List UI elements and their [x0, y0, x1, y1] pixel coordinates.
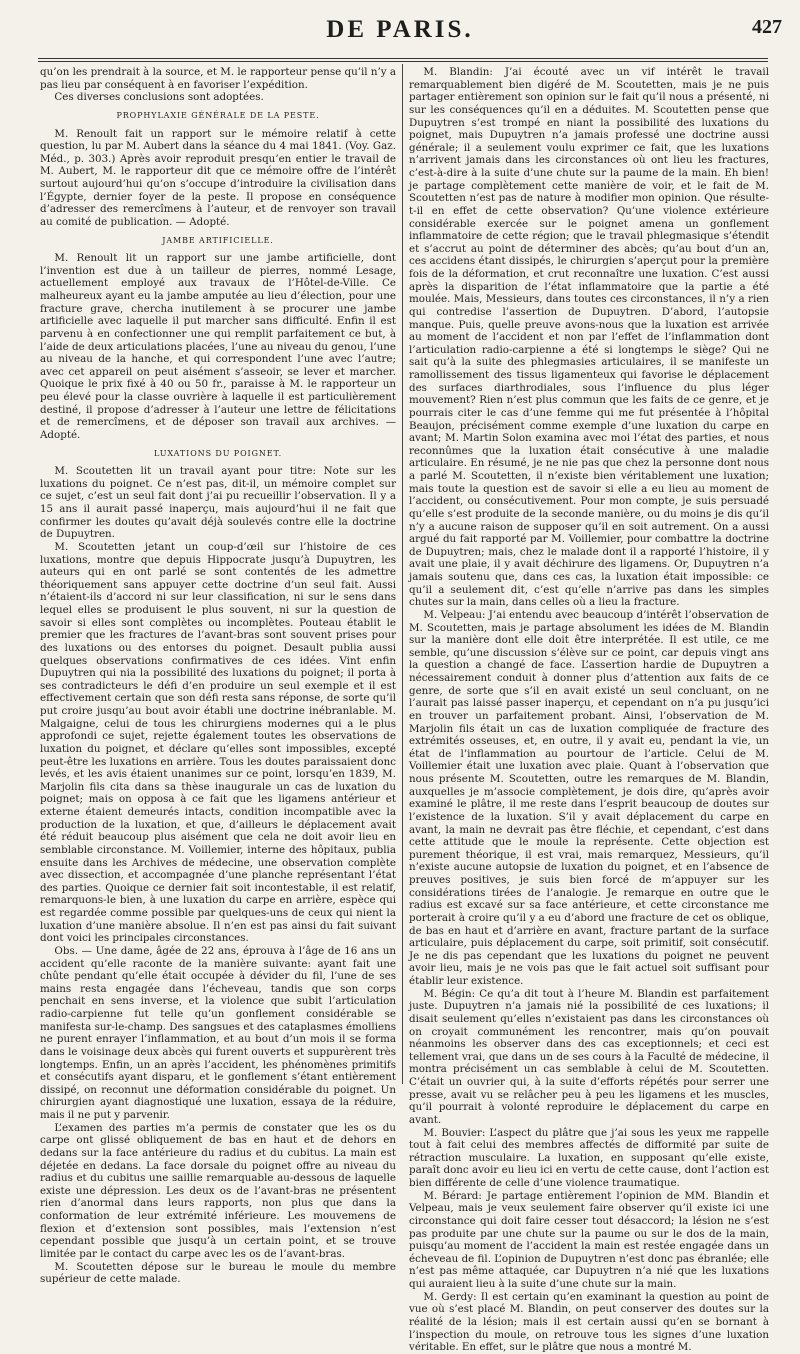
speech-gerdy: M. Gerdy: Il est certain qu’en examinant la question au point de vue où s’est placé M. Blandin, on peut conserver des doutes sur la réalité de la lésion; mais il est certain aussi qu’en se bornant à l’inspection du moule, on retrouve tous les signes d’une luxation véritable. En effet, sur le plâtre que nous a montré M. [409, 1290, 769, 1354]
paragraph: M. Scoutetten jetant un coup-d’œil sur l’histoire de ces luxations, montre que depuis Hippocrate jusqu’à Dupuytren, les auteurs qui en ont parlé se sont contentés de les admettre théoriquement sans appuyer cette doctrine d’un seul fait. Aussi n’étaient-ils d’accord ni sur leur classification, ni sur le sens dans lequel elles se produisent le plus souvent, ni sur la question de savoir si elles sont complètes ou incomplètes. Pouteau établit le premier que les fractures de l’avant-bras sont souvent prises pour des luxations ou des entorses du poignet. Desault publia aussi quelques observations confirmatives de ces idées. Vint enfin Dupuytren qui nia la possibilité des luxations du poignet; il porta à ses contradicteurs le défi d’en produire un seul exemple et il est effectivement certain que son défi resta sans réponse, de sorte qu’il put croire jusqu’au bout avoir établi une doctrine inébranlable. M. Malgaigne, celui de tous les chirurgiens modernes qui a le plus approfondi ce sujet, rejette également toutes les observations de luxation du poignet, et déclare qu’elles sont impossibles, excepté peut-être les luxations en arrière. Tous les doutes paraissaient donc levés, et les avis étaient unanimes sur ce point, lorsqu’en 1839, M. Marjolin fils cita dans sa thèse inaugurale un cas de luxation du poignet; mais on opposa à ce fait que les ligamens antérieur et externe étaient demeurés intacts, condition incompatible avec la production de la luxation, et que, d’ailleurs le déplacement avait été réduit beaucoup plus aisément que cela ne doit avoir lieu en semblable circonstance. M. Voillemier, interne des hôpitaux, publia ensuite dans les Archives de médecine, une observation complète avec dissection, et accompagnée d’une planche représentant l’état des parties. Quoique ce dernier fait soit incontestable, il est relatif, remarquons-le bien, à une luxation du carpe en arrière, espèce qui est regardée comme possible par quelques-uns de ceux qui nient la luxation d’une manière absolue. Il n’en est pas ainsi du fait suivant dont voici les principales circonstances. [40, 540, 396, 945]
paragraph: M. Renoult fait un rapport sur le mémoire relatif à cette question, lu par M. Aubert dans la séance du 4 mai 1841. (Voy. Gaz. Méd., p. 303.) Après avoir reproduit presqu’en entier le travail de M. Aubert, M. le rapporteur dit que ce mémoire offre de l’intérêt surtout aujourd’hui qu’on s’occupe d’introduire la civilisation dans l’Égypte, dernier foyer de la peste. Il propose en conséquence d’adresser des remercîmens à l’auteur, et de renvoyer son travail au comité de publication. — Adopté. [40, 127, 396, 228]
speech-berard: M. Bérard: Je partage entièrement l’opinion de MM. Blandin et Velpeau, mais je veux seulement faire observer qu’il existe ici une circonstance qui doit faire cesser tout désaccord; la lésion ne s’est pas produite par une chute sur la paume ou sur le dos de la main, puisqu’au moment de l’accident la main est restée engagée dans un écheveau de fil. L’opinion de Dupuytren n’est donc pas ébranlée; elle n’est pas même attaquée, car Dupuytren n’a nié que les luxations qui auraient lieu à la suite d’une chute sur la main. [409, 1189, 769, 1290]
paragraph: Ces diverses conclusions sont adoptées. [54, 91, 264, 104]
speech-begin: M. Bégin: Ce qu’a dit tout à l’heure M. Blandin est parfaitement juste. Dupuytren n’a jamais nié la possibilité de ces luxations; il disait seulement qu’elles n’existaient pas dans les circonstances où on croyait communément les rencontrer, mais qu’on pouvait néanmoins les observer dans des cas exceptionnels; et ceci est tellement vrai, que dans un de ses cours à la Faculté de médecine, il montra précisément un cas semblable à celui de M. Scoutetten. C’était un ouvrier qui, à la suite d’efforts répétés pour serrer une presse, avait vu se relâcher peu à peu les ligamens et les muscles, qu’il pourrait à volonté reproduire le déplacement du carpe en avant. [409, 987, 769, 1126]
running-title: DE PARIS. [326, 16, 474, 43]
column-divider [402, 64, 403, 1084]
paragraph: M. Scoutetten lit un travail ayant pour titre: Note sur les luxations du poignet. Ce n’est pas, dit-il, un mémoire complet sur ce sujet, c’est un seul fait dont j’ai pu recueillir l’observation. Il y a 15 ans il aurait passé inaperçu, mais aujourd’hui il ne fait que confirmer les doutes qu’avait déjà soulevés contre elle la doctrine de Dupuytren. [40, 465, 396, 541]
paragraph: M. Renoult lit un rapport sur une jambe artificielle, dont l’invention est due à un tailleur de pierres, nommé Lesage, actuellement employé aux travaux de l’Hôtel-de-Ville. Ce malheureux ayant eu la jambe amputée au lieu d’élection, pour une fracture grave, chercha inutilement à se procurer une jambe artificielle avec laquelle il put marcher sans difficulté. Enfin il est parvenu à en confectionner une qui remplit parfaitement ce but, à l’aide de deux articulations placées, l’une au niveau du genou, l’une au niveau de la hanche, et qui correspondent l’une avec l’autre; avec cet appareil on peut aisément s’asseoir, se lever et marcher. Quoique le prix fixé à 40 ou 50 fr., paraisse à M. le rapporteur un peu élevé pour la classe ouvrière à laquelle il est particulièrement destiné, il propose d’adresser à l’auteur une lettre de félicitations et de remercîmens, et de déposer son travail aux archives. — Adopté. [40, 252, 396, 441]
speech-velpeau: M. Velpeau: J’ai entendu avec beaucoup d’intérêt l’observation de M. Scoutetten, mais je partage absolument les idées de M. Blandin sur la manière dont elle doit être interprétée. Il est utile, ce me semble, qu’une discussion s’élève sur ce point, car depuis vingt ans la question a changé de face. L’assertion hardie de Dupuytren a nécessairement conduit à donner plus d’attention aux faits de ce genre, de sorte que s’il en avait existé un seul concluant, on ne l’aurait pas laissé passer inaperçu, et cependant on n’a pu jusqu’ici en trouver un parfaitement probant. Ainsi, l’observation de M. Marjolin fils était un cas de luxation compliquée de fracture des extrémités osseuses, et, en outre, il y avait eu, pendant la vie, un état de l’inflammation au pourtour de l’article. Celui de M. Voillemier était une luxation avec plaie. Quant à l’observation que nous présente M. Scoutetten, outre les remarques de M. Blandin, auxquelles je m’associe complètement, je dois dire, qu’après avoir examiné le plâtre, il me reste dans l’esprit beaucoup de doutes sur l’existence de la luxation. S’il y avait déplacement du carpe en avant, la main ne devrait pas être fléchie, et cependant, c’est dans cette attitude que le moule la représente. Cette objection est purement théorique, il est vrai, mais remarquez, Messieurs, qu’il n’existe aucune autopsie de luxation du poignet, et en l’absence de preuves positives, je suis bien forcé de m’appuyer sur les considérations tirées de l’analogie. Je remarque en outre que le radius est excavé sur sa face antérieure, et cette circonstance me porterait à croire qu’il y a eu d’abord une fracture de cet os oblique, de bas en haut et d’arrière en avant, fracture partant de la surface articulaire, puis déplacement du carpe, soit primitif, soit consécutif. Je ne dis pas cependant que les luxations du poignet ne peuvent avoir lieu, mais je ne vois pas que le fait actuel soit suffisant pour établir leur existence. [409, 608, 769, 987]
header-rule [38, 58, 768, 59]
page-header [0, 0, 800, 43]
header-rule-thin [38, 61, 768, 62]
page-number: 427 [752, 16, 782, 38]
section-heading-jambe: JAMBE ARTIFICIELLE. [162, 235, 274, 245]
right-column [409, 66, 769, 1354]
speech-bouvier: M. Bouvier: L’aspect du plâtre que j’ai sous les yeux me rappelle tout à fait celui des membres affectés de difformité par suite de rétraction musculaire. La luxation, en supposant qu’elle existe, paraît donc avoir eu lieu ici en vertu de cette cause, dont l’action est bien différente de celle d’une violence traumatique. [409, 1126, 769, 1189]
paragraph: M. Scoutetten dépose sur le bureau le moule du membre supérieur de cette malade. [40, 1260, 396, 1286]
observation-paragraph: Obs. — Une dame, âgée de 22 ans, éprouva à l’âge de 16 ans un accident qu’elle raconte de la manière suivante: ayant fait une chûte pendant qu’elle était occupée à dévider du fil, l’une de ses mains resta engagée dans l’écheveau, tandis que son corps penchait en sens inverse, et la violence que subit l’articulation radio-carpienne fut telle qu’un gonflement considérable se manifesta sur-le-champ. Des sangsues et des cataplasmes émolliens ne purent enrayer l’inflammation, et au bout d’un mois il se forma dans le voisinage deux abcès qui furent ouverts et suppurèrent très longtemps. Enfin, un an après l’accident, les phénomènes primitifs et consécutifs ayant disparu, et le gonflement s’étant entièrement dissipé, on reconnut une déformation considérable du poignet. Un chirurgien ayant diagnostiqué une luxation, essaya de la réduire, mais il ne put y parvenir. [40, 944, 396, 1121]
section-heading-peste: PROPHYLAXIE GÉNÉRALE DE LA PESTE. [116, 110, 320, 120]
speech-blandin: M. Blandin: J’ai écouté avec un vif intérêt le travail remarquablement bien digéré de M. Scoutetten, mais je ne puis partager entièrement son opinion sur le fait qu’il nous a présenté, ni sur les conséquences qu’il en a déduites. M. Scoutetten pense que Dupuytren s’est trompé en niant la possibilité des luxations du poignet, mais Dupuytren n’a jamais professé une doctrine aussi générale; il a seulement voulu exprimer ce fait, que les luxations n’arrivent jamais dans les circonstances où ont lieu les fractures, c’est-à-dire à la suite d’une chute sur la paume de la main. Eh bien! je partage complètement cette manière de voir, et le fait de M. Scoutetten n’est pas de nature à modifier mon opinion. Que résulte-t-il en effet de cette observation? Qu’une violence extérieure considérable exercée sur le poignet amena un gonflement inflammatoire de cette région; que le travail phlegmasique s’étendit et s’accrut au point de déterminer des abcès; qu’au bout d’un an, ces accidens étant dissipés, le chirurgien s’aperçut pour la première fois de la déformation, et crut reconnaître une luxation. C’est aussi après la disparition de l’état inflammatoire que la partie a été moulée. Mais, Messieurs, dans toutes ces circonstances, il n’y a rien qui contredise l’assertion de Dupuytren. D’abord, l’autopsie manque. Puis, quelle preuve avons-nous que la luxation est arrivée au moment de l’accident et non par l’effet de l’inflammation dont l’articulation radio-carpienne a été si longtemps le siège? Qui ne sait qu’à la suite des phlegmasies articulaires, il se manifeste un ramollissement des tissus ligamenteux qui favorise le déplacement des surfaces diarthrodiales, sous l’influence du plus léger mouvement? Rien n’est plus commun que les faits de ce genre, et je pourrais citer le cas d’une femme qui me fut présentée à l’hôpital Beaujon, précisément comme exemple d’une luxation du carpe en avant; M. Martin Solon examina avec moi l’état des parties, et nous reconnûmes que la luxation était consécutive à une maladie articulaire. En résumé, je ne nie pas que chez la personne dont nous a parlé M. Scoutetten, il n’existe bien véritablement une luxation; mais toute la question est de savoir si elle a eu lieu au moment de l’accident, ou consécutivement. Pour mon compte, je suis persuadé qu’elle s’est produite de la seconde manière, ou du moins je dis qu’il n’y a aucune raison de supposer qu’il en soit autrement. On a aussi argué du fait rapporté par M. Voillemier, pour combattre la doctrine de Dupuytren; mais, chez le malade dont il a rapporté l’histoire, il y avait une plaie, il y avait déchirure des ligamens. Or, Dupuytren n’a jamais soutenu que, dans ces cas, la luxation était impossible: ce qu’il a seulement dit, c’est qu’elle n’arrive pas dans les simples chutes sur la main, dans celles où a lieu la fracture. [409, 66, 769, 609]
paragraph: L’examen des parties m’a permis de constater que les os du carpe ont glissé obliquement de bas en haut et de dehors en dedans sur la face antérieure du radius et du cubitus. La main est déjetée en dedans. La face dorsale du poignet offre au niveau du radius et du cubitus une saillie remarquable au-dessous de laquelle existe une dépression. Les deux os de l’avant-bras ne présentent rien d’anormal dans leurs rapports, non plus que dans la conformation de leur extrémité inférieure. Les mouvemens de flexion et d’extension sont possibles, mais l’extension n’est cependant possible que jusqu’à un certain point, et se trouve limitée par le contact du carpe avec les os de l’avant-bras. [40, 1121, 396, 1260]
left-column [40, 66, 396, 1286]
section-heading-luxations: LUXATIONS DU POIGNET. [153, 448, 283, 458]
paragraph: qu’on les prendrait à la source, et M. le rapporteur pense qu’il n’y a pas lieu par conséquent à en favoriser l’expédition. [40, 66, 396, 91]
